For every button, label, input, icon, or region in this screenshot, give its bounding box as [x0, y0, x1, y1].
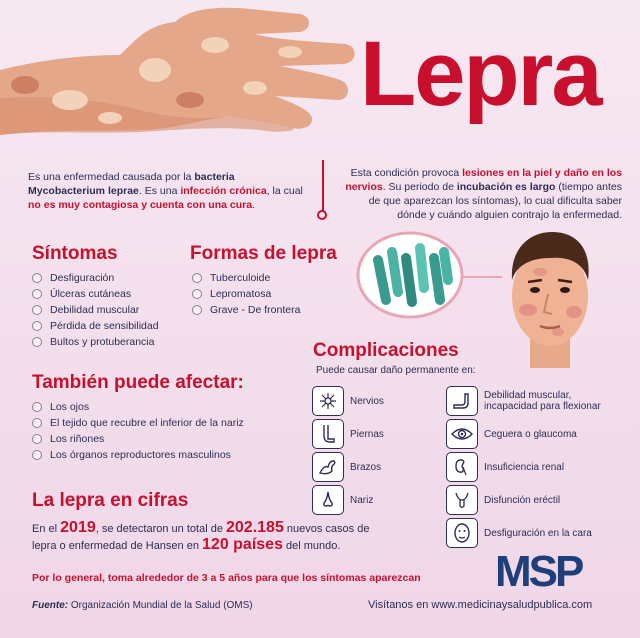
comp-item: Piernas	[312, 418, 432, 450]
face-icon	[446, 518, 478, 548]
bacteria-illustration	[356, 230, 464, 320]
formas-heading: Formas de lepra	[190, 243, 337, 264]
afectar-list	[32, 399, 302, 463]
list-item: Los órganos reproductores masculinos	[32, 447, 302, 463]
list-item: Los riñones	[32, 431, 302, 447]
cifras-text: En el 2019, se detectaron un total de 202.185 nuevos casos de lepra o enfermedad de Hansen en 120 países del mundo.	[32, 519, 370, 553]
page-title: Lepra	[360, 23, 601, 125]
bullet-icon	[192, 273, 202, 283]
complicaciones-right	[446, 385, 626, 549]
bullet-icon	[32, 402, 42, 412]
comp-item: Desfiguración en la cara	[446, 517, 626, 549]
list-item: Lepromatosa	[192, 286, 342, 302]
sintomas-list	[32, 270, 192, 350]
intro-left: Es una enfermedad causada por la bacteria Mycobacterium leprae. Es una infección crónica, la cual no es muy contagiosa y cuenta con una cura.	[28, 171, 303, 211]
kidney-icon	[446, 452, 478, 482]
bullet-icon	[32, 305, 42, 315]
bullet-icon	[32, 450, 42, 460]
list-item: Úlceras cutáneas	[32, 286, 192, 302]
leg-icon	[312, 419, 344, 449]
comp-item: Brazos	[312, 451, 432, 483]
website-link[interactable]: Visítanos en www.medicinaysaludpublica.com	[368, 599, 593, 611]
comp-item: Nervios	[312, 385, 432, 417]
bubble-connector	[462, 276, 502, 278]
afectar-heading: También puede afectar:	[32, 372, 244, 393]
list-item: El tejido que recubre el inferior de la nariz	[32, 415, 302, 431]
source: Fuente: Organización Mundial de la Salud (OMS)	[32, 600, 253, 611]
list-item: Pérdida de sensibilidad	[32, 318, 192, 334]
msp-logo: MSP	[495, 547, 582, 596]
hand-illustration	[0, 0, 360, 150]
list-item: Grave - De frontera	[192, 302, 342, 318]
complicaciones-subtitle: Puede causar daño permanente en:	[316, 365, 476, 376]
male-organ-icon	[446, 485, 478, 515]
formas-list	[192, 270, 342, 318]
sintomas-heading: Síntomas	[32, 243, 118, 264]
intro-right: Esta condición provoca lesiones en la piel y daño en los nervios. Su periodo de incubación es largo (tiempo antes de que aparezcan los síntomas), lo cual dificulta saber dónde y cuándo alguien contrajo la enfermedad.	[345, 167, 622, 221]
incubation-note: Por lo general, toma alrededor de 3 a 5 años para que los síntomas aparezcan	[32, 572, 421, 584]
bullet-icon	[32, 337, 42, 347]
comp-item: Nariz	[312, 484, 432, 516]
connector-line	[322, 160, 324, 212]
list-item: Debilidad muscular	[32, 302, 192, 318]
bullet-icon	[32, 434, 42, 444]
arm-weakness-icon	[446, 386, 478, 416]
list-item: Desfiguración	[32, 270, 192, 286]
connector-dot	[317, 210, 327, 220]
bullet-icon	[192, 305, 202, 315]
bullet-icon	[32, 289, 42, 299]
cifras-heading: La lepra en cifras	[32, 490, 189, 511]
nerve-icon	[312, 386, 344, 416]
face-illustration	[500, 228, 600, 368]
bullet-icon	[32, 321, 42, 331]
eye-icon	[446, 419, 478, 449]
nose-icon	[312, 485, 344, 515]
list-item: Bultos y protuberancia	[32, 334, 192, 350]
complicaciones-left	[312, 385, 432, 516]
comp-item: Insuficiencia renal	[446, 451, 626, 483]
bullet-icon	[32, 273, 42, 283]
arm-icon	[312, 452, 344, 482]
list-item: Tuberculoide	[192, 270, 342, 286]
complicaciones-heading: Complicaciones	[313, 340, 459, 361]
comp-item: Debilidad muscular, incapacidad para flexionar	[446, 385, 626, 417]
bullet-icon	[32, 418, 42, 428]
comp-item: Disfunción eréctil	[446, 484, 626, 516]
comp-item: Ceguera o glaucoma	[446, 418, 626, 450]
bullet-icon	[192, 289, 202, 299]
list-item: Los ojos	[32, 399, 302, 415]
